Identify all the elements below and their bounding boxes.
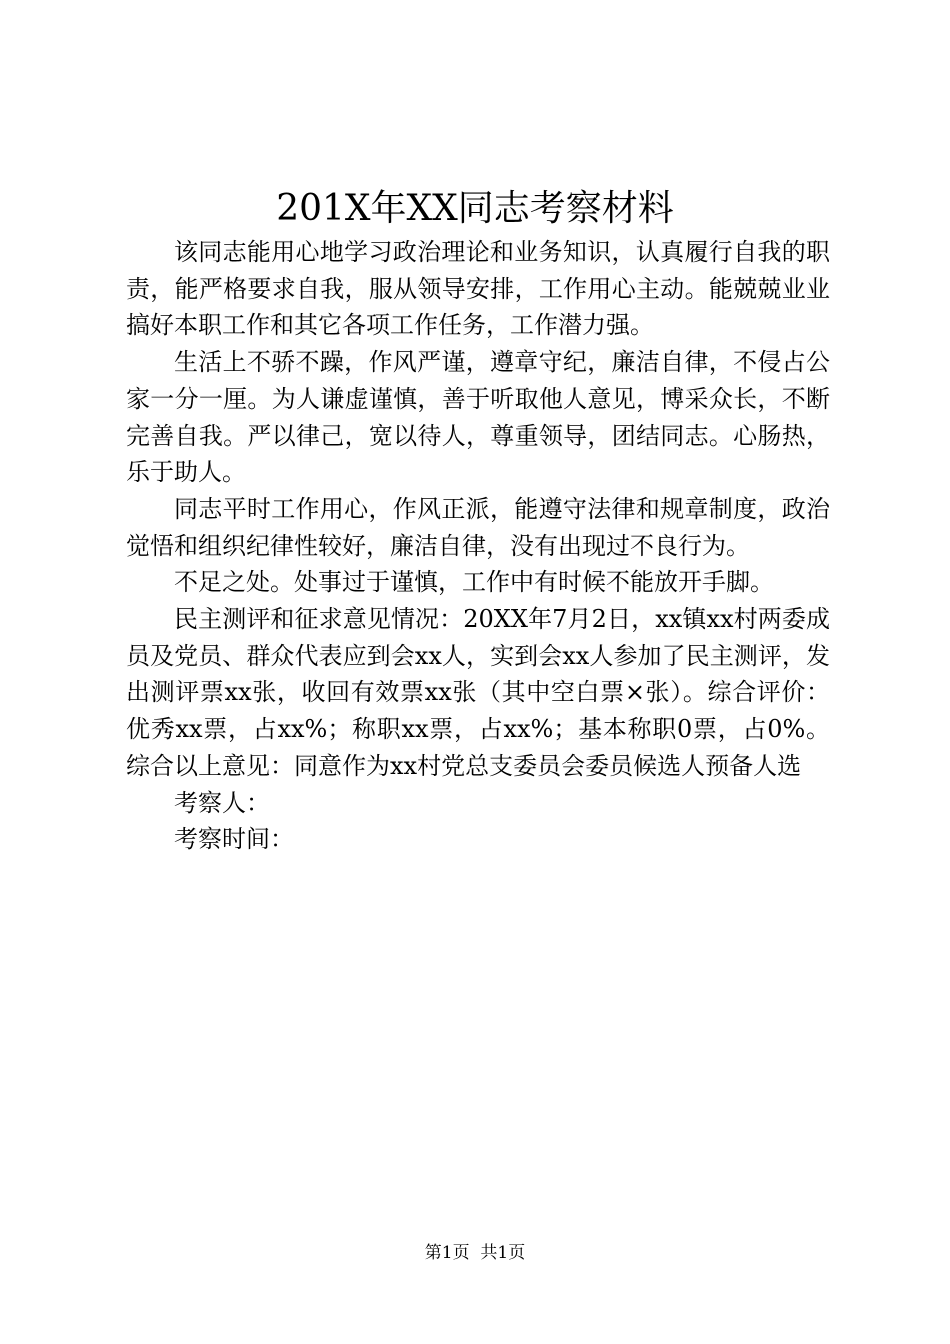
inspection-time-line: 考察时间： bbox=[174, 825, 294, 854]
footer-spacer bbox=[470, 1243, 481, 1263]
document-title: 201X年XX同志考察材料 bbox=[276, 188, 674, 229]
paragraph-shortcomings: 不足之处。处事过于谨慎，工作中有时候不能放开手脚。 bbox=[174, 568, 774, 597]
paragraph-discipline: 同志平时工作用心，作风正派，能遵守法律和规章制度，政治觉悟和组织纪律性较好，廉洁自律，没有出现过不良行为。 bbox=[126, 494, 830, 560]
inspector-line: 考察人： bbox=[174, 788, 270, 817]
paragraph-study-work: 该同志能用心地学习政治理论和业务知识，认真履行自我的职责，能严格要求自我，服从领导安排，工作用心主动。能兢兢业业搞好本职工作和其它各项工作任务，工作潜力强。 bbox=[126, 238, 830, 340]
page-footer bbox=[0, 1241, 950, 1265]
page-number: 第1页 bbox=[424, 1243, 470, 1263]
paragraph-conduct: 生活上不骄不躁，作风严谨，遵章守纪，廉洁自律，不侵占公家一分一厘。为人谦虚谨慎，善于听取他人意见，博采众长，不断完善自我。严以律己，宽以待人，尊重领导，团结同志。心肠热，乐于助人。 bbox=[126, 348, 830, 487]
document-body bbox=[126, 234, 830, 858]
page-total: 共1页 bbox=[480, 1243, 526, 1263]
paragraph-evaluation: 民主测评和征求意见情况：20XX年7月2日，xx镇xx村两委成员及党员、群众代表应到会xx人，实到会xx人参加了民主测评，发出测评票xx张，收回有效票xx张（其中空白票×张）。综合评价：优秀xx票，占xx%；称职xx票，占xx%；基本称职0票，占0%。综合以上意见：同意作为xx村党总支委员会委员候选人预备人选 bbox=[126, 605, 830, 780]
